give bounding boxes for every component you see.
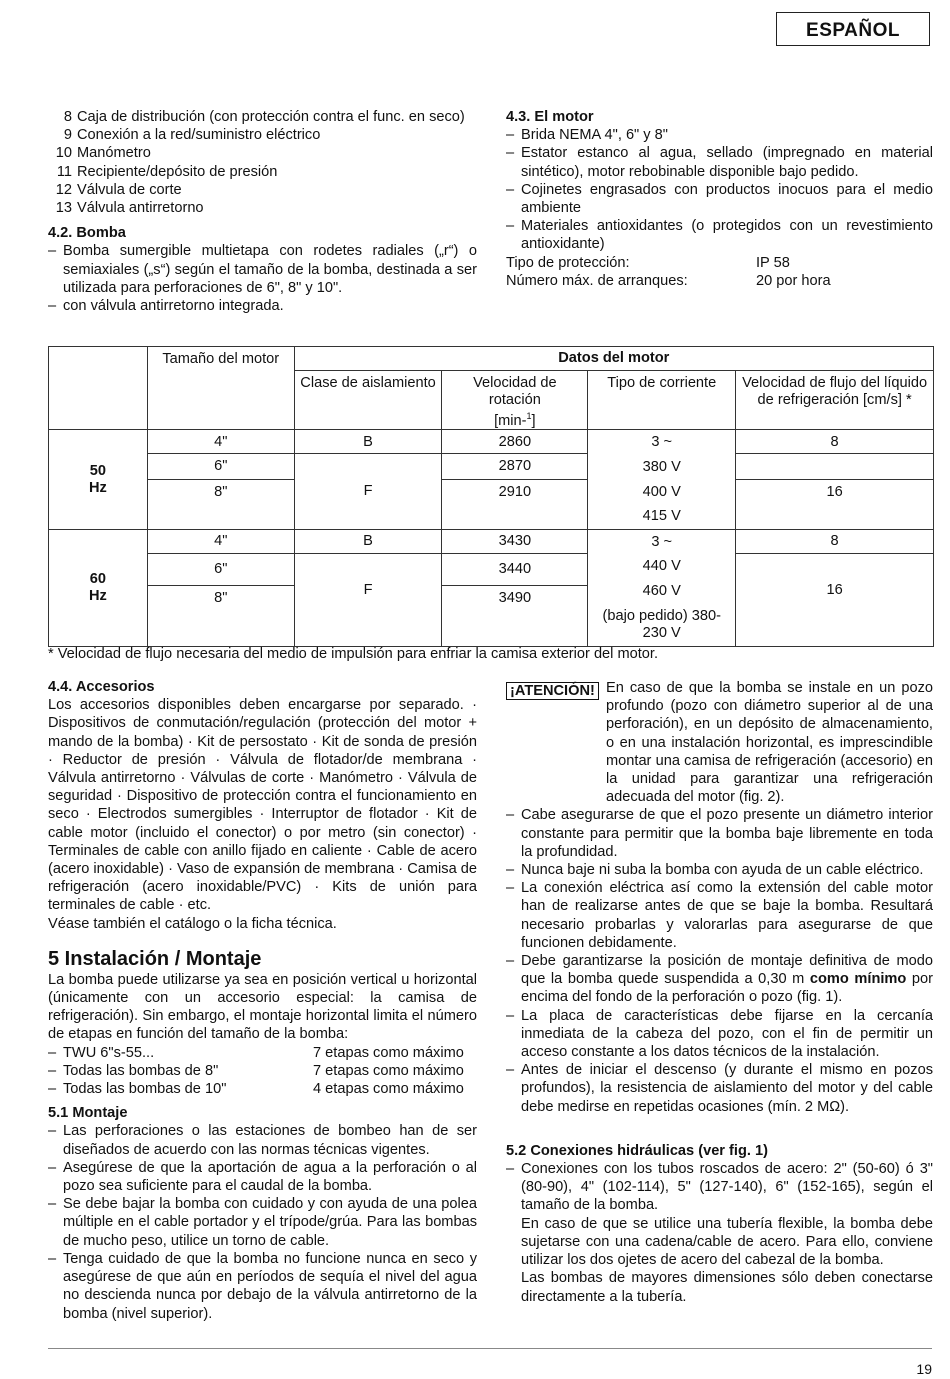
hz-60-label: 60 Hz: [89, 571, 107, 604]
flow-cell: 8: [736, 430, 934, 454]
numbered-item: [48, 108, 477, 126]
mount-heading: 5.1 Montaje: [48, 1105, 128, 1122]
stage-row: – Todas las bombas de 8" 7 etapas como máximo: [48, 1062, 464, 1079]
numbered-item: [48, 181, 477, 199]
list-item: – Asegúrese de que la aportación de agua a la perforación o al pozo sea suficiente para el caudal de la bomba.: [48, 1159, 477, 1195]
size-cell: [147, 504, 294, 529]
hydraulic-heading: 5.2 Conexiones hidráulicas (ver fig. 1): [506, 1142, 768, 1159]
right-bottom-column: [506, 679, 933, 1306]
stage-pump: TWU 6"s-55...: [63, 1044, 155, 1061]
current-value: 380 V: [642, 458, 681, 475]
footer-rule: [48, 1348, 932, 1349]
list-item: – La placa de características debe fijarse en la cercanía inmediata de la cabeza del pozo, con el fin de permitir un acceso constante a los datos técnicos de la instalación.: [506, 1007, 933, 1061]
list-item: – La conexión eléctrica así como la extensión del cable motor han de realizarse antes de que se baje la bomba. Resultará necesario probarlas y valorarlas para asegurarse de que funcionen debidamente.: [506, 880, 933, 951]
section-5-heading: 5 Instalación / Montaje: [48, 947, 262, 970]
current-value: 3 ~: [651, 434, 673, 451]
item-text: Válvula de corte: [77, 181, 182, 198]
header-motor-size: Tamaño del motor: [147, 347, 294, 430]
spec-row: [506, 272, 933, 290]
flow-value: 16: [826, 483, 843, 500]
text-run: por encima del fondo de la perforación o pozo (fig. 1).: [521, 971, 933, 1006]
list-item: – Nunca baje ni suba la bomba con ayuda de un cable eléctrico.: [506, 861, 933, 879]
hydraulic-item: Conexiones con los tubos roscados de acero: 2" (50-60) ó 3" (80-90), 4" (102-114), 5" (127-140), 6" (152-165), según el tamaño de la bomba.: [521, 1161, 933, 1214]
list-item: – Cojinetes engrasados con productos inocuos para el medio ambiente: [506, 181, 933, 217]
see-also: Véase también el catálogo o la ficha técnica.: [48, 915, 337, 932]
current-value: 440 V: [642, 558, 681, 575]
accessories-heading: 4.4. Accesorios: [48, 679, 155, 695]
list-item: – Materiales antioxidantes (o protegidos con un revestimiento antioxidante): [506, 218, 933, 253]
flow-cell: [736, 553, 934, 646]
motor-data-table: [48, 346, 934, 647]
item-number: 9: [63, 127, 72, 144]
size-cell: 6": [147, 553, 294, 585]
hz-60-cell: [49, 529, 148, 646]
motor-heading: 4.3. El motor: [506, 109, 594, 125]
text-run: Debe garantizarse la posición de montaje definitiva de modo que la bomba quede suspendida a 0,30 m: [521, 953, 933, 988]
list-item: – Brida NEMA 4", 6" y 8": [506, 126, 933, 144]
stage-row: – Todas las bombas de 10" 4 etapas como máximo: [48, 1081, 464, 1098]
insulation-cell: B: [294, 430, 442, 454]
hz-50-cell: [49, 430, 148, 529]
item-text: Conexión a la red/suministro eléctrico: [77, 127, 321, 144]
numbered-item: [48, 144, 477, 162]
speed-cell: [442, 610, 588, 646]
header-motor-data: Datos del motor: [294, 347, 933, 371]
list-item: – Tenga cuidado de que la bomba no funcione nunca en seco y asegúrese de que aún en períodos de sequía el nivel del agua no descienda nunca por debajo de la válvula antirretorno de la bomba (nivel superior).: [48, 1250, 477, 1322]
current-cell-50: [588, 430, 736, 529]
motor-item: Brida NEMA 4", 6" y 8": [521, 127, 668, 144]
bold-run: como mínimo: [809, 971, 907, 988]
current-value: (bajo pedido) 380-230 V: [602, 607, 721, 641]
mount-item: Se debe bajar la bomba con cuidado y con ayuda de una polea múltiple en el cable portador y el trípode/grúa. Para las bombas de mucho peso, utilice un torno de cable.: [63, 1196, 477, 1249]
install-item: La placa de características debe fijarse en la cercanía inmediata de la cabeza del pozo, con el fin de permitir un acceso constante a los datos técnicos de la instalación.: [521, 1007, 933, 1061]
speed-cell: [442, 504, 588, 529]
pump-item-2: con válvula antirretorno integrada.: [63, 298, 284, 315]
flow-cell: [736, 454, 934, 479]
list-item: – Se debe bajar la bomba con cuidado y con ayuda de una polea múltiple en el cable portador y el trípode/grúa. Para las bombas de mucho peso, utilice un torno de cable.: [48, 1196, 477, 1249]
speed-cell: 2860: [442, 430, 588, 454]
item-number: 8: [63, 109, 72, 125]
attention-block: [506, 679, 933, 806]
pump-item-1: Bomba sumergible multietapa con rodetes radiales („r“) o semiaxiales („s“) según el tamaño de la bomba, destinada a ser utilizada para perforaciones de 6", 8" y 10".: [63, 243, 477, 296]
right-top-column: [506, 108, 933, 290]
component-list: [48, 108, 477, 217]
current-value: 415 V: [642, 508, 681, 525]
size-cell: 4": [147, 430, 294, 454]
list-item: – Las perforaciones o las estaciones de bombeo han de ser diseñados de acuerdo con las normas técnicas vigentes.: [48, 1123, 477, 1158]
spec-row: [506, 254, 933, 272]
mount-item: Asegúrese de que la aportación de agua a la perforación o al pozo sea suficiente para el caudal de la bomba.: [63, 1159, 477, 1195]
spec-key: Número máx. de arranques:: [506, 272, 688, 289]
current-cell-60: [588, 529, 736, 646]
item-number: 10: [55, 145, 72, 162]
item-text: Manómetro: [77, 145, 151, 162]
size-cell: 4": [147, 529, 294, 553]
speed-cell: 2910: [442, 479, 588, 504]
install-body: La bomba puede utilizarse ya sea en posición vertical u horizontal (únicamente con un accesorio especial: la camisa de refrigeración). Sin embargo, el montaje horizontal limita el número de etapas en función del tamaño de la bomba:: [48, 971, 477, 1043]
stage-pump: Todas las bombas de 10": [63, 1081, 227, 1098]
numbered-item: [48, 163, 477, 181]
install-item: La conexión eléctrica así como la extensión del cable motor han de realizarse antes de que se baje la bomba. Resultará necesario probarlas y valorarlas para asegurarse de que funcionen debidamente.: [521, 880, 933, 951]
size-cell: 6": [147, 454, 294, 479]
current-value: 3 ~: [651, 533, 673, 550]
size-cell: [147, 610, 294, 646]
mount-item: Tenga cuidado de que la bomba no funcione nunca en seco y asegúrese de que aún en períodos de sequía el nivel del agua no descienda nunca por debajo de la válvula antirretorno de la bomba (nivel superior).: [63, 1250, 477, 1322]
header-insulation: Clase de aislamiento: [294, 371, 442, 430]
stage-limit: 7 etapas como máximo: [313, 1062, 464, 1079]
current-value: 400 V: [642, 483, 681, 500]
list-item: – Cabe asegurarse de que el pozo presente un diámetro interior constante para permitir que la bomba baje libremente en toda la profundidad.: [506, 807, 933, 860]
speed-cell: 3490: [442, 585, 588, 610]
list-item: – Conexiones con los tubos roscados de acero: 2" (50-60) ó 3" (80-90), 4" (102-114), 5" (127-140), 6" (152-165), según el tamaño de la bomba.: [506, 1161, 933, 1214]
motor-item: Cojinetes engrasados con productos inocuos para el medio ambiente: [521, 181, 933, 217]
list-item: – con válvula antirretorno integrada.: [48, 297, 477, 315]
motor-item: Estator estanco al agua, sellado (impregnado en material sintético), motor rebobinable disponible bajo pedido.: [521, 145, 933, 180]
hz-50-label: 50 Hz: [89, 463, 107, 496]
current-value: 460 V: [642, 582, 681, 599]
header-flow: Velocidad de flujo del líquido de refrigeración [cm/s] *: [736, 371, 934, 430]
size-cell: 8": [147, 479, 294, 504]
insulation-cell: B: [294, 529, 442, 553]
install-item: Cabe asegurarse de que el pozo presente un diámetro interior constante para permitir que la bomba baje libremente en toda la profundidad.: [521, 807, 933, 860]
insulation-value: F: [363, 483, 373, 500]
corner-cell: [49, 347, 148, 430]
hydraulic-paragraph: En caso de que se utilice una tubería flexible, la bomba debe sujetarse con una cadena/cable de acero. Para ello, conviene utilizar los dos ojetes de acero del cabezal de la bomba.: [521, 1215, 933, 1269]
insulation-cell: [294, 454, 442, 529]
insulation-cell: [294, 553, 442, 646]
list-item: – Bomba sumergible multietapa con rodetes radiales („r“) o semiaxiales („s“) según el tamaño de la bomba, destinada a ser utilizada para perforaciones de 6", 8" y 10".: [48, 243, 477, 296]
speed-cell: 3440: [442, 553, 588, 585]
list-item: – Antes de iniciar el descenso (y durante el mismo en pozos profundos), la resistencia de aislamiento del motor y del cable debe medirse en repetidas ocasiones (mín. 2 MΩ).: [506, 1062, 933, 1115]
list-item: – Estator estanco al agua, sellado (impregnado en material sintético), motor rebobinable disponible bajo pedido.: [506, 145, 933, 180]
accessories-body: Los accesorios disponibles deben encargarse por separado. · Dispositivos de conmutación/regulación (protección del motor + mando de la bomba) · Kit de persostato · Kit de sonda de presión · Reductor de presión · Válvula de flotador/de membrana · Válvula antirretorno · Válvulas de corte · Manómetro · Válvula de seguridad · Dispositivo de protección contra el funcionamiento en seco · Electrodos sumergibles · Interruptor de flotador · Kit de cable motor (incluido el conector) o por metro (sin conector) · Terminales de cable con anillo fijado en caliente · Cable de acero (acero inoxidable) · Vaso de expansión de membrana · Camisa de refrigeración (acero inoxidable/PVC) · Kits de unión para terminales de cable · etc.: [48, 697, 477, 914]
install-item: Antes de iniciar el descenso (y durante el mismo en pozos profundos), la resistencia de aislamiento del motor y del cable debe medirse en repetidas ocasiones (mín. 2 MΩ).: [521, 1062, 933, 1115]
mount-item: Las perforaciones o las estaciones de bombeo han de ser diseñados de acuerdo con las normas técnicas vigentes.: [63, 1123, 477, 1158]
numbered-item: [48, 199, 477, 217]
speed-cell: 3430: [442, 529, 588, 553]
item-text: Recipiente/depósito de presión: [77, 163, 278, 180]
install-item-min: [521, 952, 933, 1007]
attention-text: En caso de que la bomba se instale en un pozo profundo (pozo con diámetro superior al de una perforación), en un depósito de almacenamiento, o en una instalación horizontal, es imprescindible montar una camisa de refrigeración (accesorio) en la unidad para garantizar una refrigeración adecuada del motor (fig. 2).: [606, 680, 933, 806]
speed-cell: 2870: [442, 454, 588, 479]
table-footnote: * Velocidad de flujo necesaria del medio de impulsión para enfriar la camisa exterior del motor.: [48, 646, 659, 662]
attention-label: ¡ATENCIÓN!: [506, 682, 599, 700]
install-item: Nunca baje ni suba la bomba con ayuda de un cable eléctrico.: [521, 862, 924, 879]
item-number: 13: [55, 200, 72, 217]
insulation-value: F: [363, 581, 373, 598]
stage-limit: 7 etapas como máximo: [313, 1044, 464, 1061]
stage-limit: 4 etapas como máximo: [313, 1081, 464, 1098]
left-bottom-column: [48, 678, 477, 1323]
item-number: 12: [55, 181, 72, 198]
item-text: Caja de distribución (con protección contra el func. en seco): [77, 109, 465, 125]
motor-item: Materiales antioxidantes (o protegidos con un revestimiento antioxidante): [521, 218, 933, 253]
list-item: – Debe garantizarse la posición de montaje definitiva de modo que la bomba quede suspendida a 0,30 m como mínimo por encima del fondo de la perforación o pozo (fig. 1).: [506, 953, 933, 1006]
header-speed: Velocidad de rotación [min-$^1$]: [442, 371, 588, 430]
spec-key: Tipo de protección:: [506, 254, 630, 271]
pump-heading: 4.2. Bomba: [48, 225, 126, 242]
language-tab: ESPAÑOL: [776, 12, 930, 46]
flow-cell: [736, 479, 934, 529]
stage-pump: Todas las bombas de 8": [63, 1062, 219, 1079]
item-text: Válvula antirretorno: [77, 200, 204, 217]
stage-row: – TWU 6"s-55... 7 etapas como máximo: [48, 1044, 464, 1061]
left-top-column: [48, 108, 477, 315]
header-current: Tipo de corriente: [588, 371, 736, 430]
flow-value: 16: [826, 581, 843, 598]
hydraulic-paragraph: Las bombas de mayores dimensiones sólo deben conectarse directamente a la tubería.: [521, 1270, 933, 1305]
size-cell: 8": [147, 585, 294, 610]
page-number: 19: [916, 1361, 932, 1377]
spec-value: 20 por hora: [756, 272, 831, 289]
flow-cell: 8: [736, 529, 934, 553]
item-number: 11: [56, 163, 72, 180]
spec-value: IP 58: [756, 254, 790, 271]
numbered-item: [48, 126, 477, 144]
